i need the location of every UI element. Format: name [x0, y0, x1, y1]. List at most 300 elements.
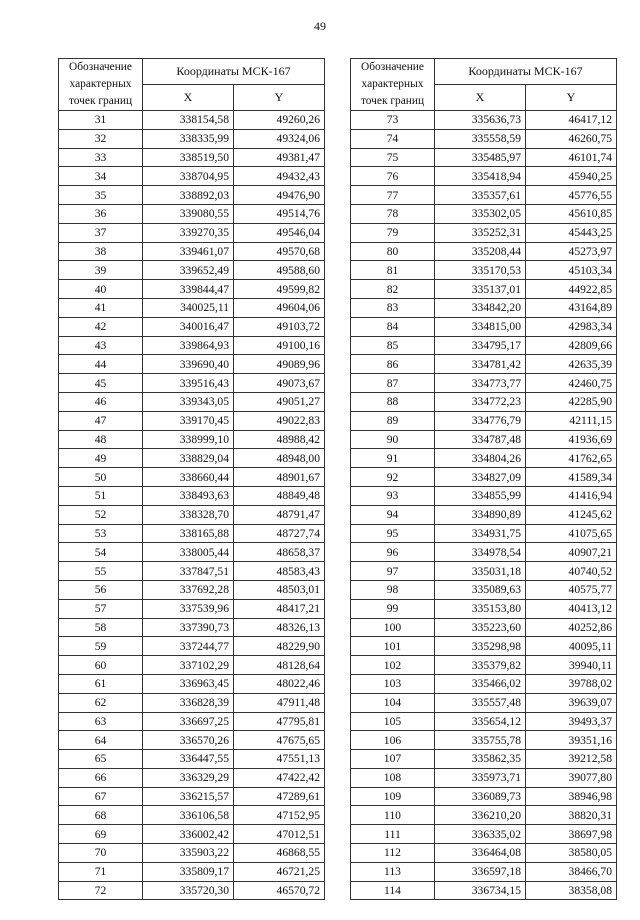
table-row: [59, 186, 325, 205]
y-coordinate-cell: 49260,26: [234, 111, 325, 130]
y-coordinate-cell: 41936,69: [526, 430, 617, 449]
table-row: [351, 862, 617, 881]
y-coordinate-cell: 39493,37: [526, 712, 617, 731]
y-coordinate-cell: 49570,68: [234, 242, 325, 261]
y-coordinate-cell: 46417,12: [526, 111, 617, 130]
table-row: [59, 844, 325, 863]
x-coordinate-cell: 336335,02: [435, 825, 526, 844]
x-coordinate-cell: 335557,48: [435, 693, 526, 712]
x-coordinate-cell: 335298,98: [435, 637, 526, 656]
table-row: [59, 468, 325, 487]
point-number-cell: 63: [59, 712, 143, 731]
x-coordinate-cell: 336447,55: [143, 750, 234, 769]
x-coordinate-cell: 335862,35: [435, 750, 526, 769]
point-number-cell: 62: [59, 693, 143, 712]
table-row: [59, 317, 325, 336]
y-coordinate-cell: 49604,06: [234, 298, 325, 317]
y-coordinate-cell: 49432,43: [234, 167, 325, 186]
y-coordinate-cell: 45940,25: [526, 167, 617, 186]
table-row: [59, 825, 325, 844]
table-row: [351, 468, 617, 487]
point-number-cell: 38: [59, 242, 143, 261]
table-row: [351, 242, 617, 261]
x-coordinate-cell: 335031,18: [435, 562, 526, 581]
table-row: [59, 129, 325, 148]
point-number-cell: 50: [59, 468, 143, 487]
point-label-header: Обозначение характерных точек границ: [351, 59, 435, 111]
y-coordinate-cell: 46868,55: [234, 844, 325, 863]
x-coordinate-cell: 338335,99: [143, 129, 234, 148]
y-coordinate-cell: 49514,76: [234, 204, 325, 223]
x-coordinate-cell: 339516,43: [143, 374, 234, 393]
y-coordinate-cell: 48658,37: [234, 543, 325, 562]
x-coordinate-cell: 335418,94: [435, 167, 526, 186]
x-coordinate-cell: 339270,35: [143, 223, 234, 242]
table-row: [59, 223, 325, 242]
x-coordinate-cell: 336329,29: [143, 768, 234, 787]
point-number-cell: 103: [351, 674, 435, 693]
x-coordinate-cell: 339844,47: [143, 280, 234, 299]
point-number-cell: 94: [351, 505, 435, 524]
y-coordinate-cell: 48849,48: [234, 486, 325, 505]
x-coordinate-cell: 335654,12: [435, 712, 526, 731]
x-coordinate-cell: 337390,73: [143, 618, 234, 637]
x-coordinate-cell: 334776,79: [435, 411, 526, 430]
x-coordinate-cell: 335636,73: [435, 111, 526, 130]
table-row: [59, 731, 325, 750]
table-row: [59, 355, 325, 374]
y-coordinate-cell: 49089,96: [234, 355, 325, 374]
x-coordinate-cell: 339652,49: [143, 261, 234, 280]
table-row: [59, 204, 325, 223]
point-number-cell: 51: [59, 486, 143, 505]
y-coordinate-cell: 46570,72: [234, 881, 325, 900]
x-coordinate-cell: 336464,08: [435, 844, 526, 863]
point-number-cell: 96: [351, 543, 435, 562]
table-row: [351, 374, 617, 393]
y-coordinate-cell: 49588,60: [234, 261, 325, 280]
table-row: [351, 392, 617, 411]
table-row: [59, 562, 325, 581]
point-number-cell: 76: [351, 167, 435, 186]
table-row: [59, 298, 325, 317]
table-row: [351, 656, 617, 675]
y-coordinate-cell: 38946,98: [526, 787, 617, 806]
x-coordinate-cell: 338829,04: [143, 449, 234, 468]
x-coordinate-cell: 340025,11: [143, 298, 234, 317]
point-number-cell: 80: [351, 242, 435, 261]
y-coordinate-cell: 48988,42: [234, 430, 325, 449]
table-row: [59, 242, 325, 261]
x-coordinate-cell: 336210,20: [435, 806, 526, 825]
table-row: [351, 712, 617, 731]
y-coordinate-cell: 49051,27: [234, 392, 325, 411]
x-coordinate-cell: 334773,77: [435, 374, 526, 393]
x-coordinate-cell: 338165,88: [143, 524, 234, 543]
x-coordinate-cell: 338493,63: [143, 486, 234, 505]
table-row: [351, 693, 617, 712]
point-number-cell: 98: [351, 580, 435, 599]
x-coordinate-cell: 338519,50: [143, 148, 234, 167]
point-number-cell: 40: [59, 280, 143, 299]
x-coordinate-cell: 340016,47: [143, 317, 234, 336]
table-row: [351, 599, 617, 618]
table-row: [351, 768, 617, 787]
y-coordinate-cell: 45776,55: [526, 186, 617, 205]
table-row: [351, 317, 617, 336]
table-row: [351, 111, 617, 130]
x-coordinate-cell: 336002,42: [143, 825, 234, 844]
table-row: [351, 486, 617, 505]
y-coordinate-cell: 42983,34: [526, 317, 617, 336]
point-number-cell: 67: [59, 787, 143, 806]
point-number-cell: 108: [351, 768, 435, 787]
table-row: [59, 374, 325, 393]
x-coordinate-cell: 338154,58: [143, 111, 234, 130]
x-coordinate-cell: 335302,05: [435, 204, 526, 223]
coordinates-table-right: [350, 58, 617, 900]
point-number-cell: 48: [59, 430, 143, 449]
table-row: [351, 430, 617, 449]
table-row: [59, 336, 325, 355]
point-number-cell: 84: [351, 317, 435, 336]
y-coordinate-cell: 38358,08: [526, 881, 617, 900]
table-row: [351, 355, 617, 374]
point-number-cell: 114: [351, 881, 435, 900]
point-number-cell: 97: [351, 562, 435, 581]
point-number-cell: 91: [351, 449, 435, 468]
point-number-cell: 36: [59, 204, 143, 223]
y-coordinate-cell: 39212,58: [526, 750, 617, 769]
y-coordinate-cell: 42809,66: [526, 336, 617, 355]
table-row: [351, 524, 617, 543]
point-number-cell: 78: [351, 204, 435, 223]
y-coordinate-cell: 49546,04: [234, 223, 325, 242]
y-coordinate-cell: 48022,46: [234, 674, 325, 693]
x-coordinate-cell: 334855,99: [435, 486, 526, 505]
table-body: [59, 111, 325, 900]
table-row: [351, 336, 617, 355]
table-row: [351, 223, 617, 242]
x-coordinate-cell: 335379,82: [435, 656, 526, 675]
table-row: [59, 148, 325, 167]
y-coordinate-cell: 47675,65: [234, 731, 325, 750]
y-coordinate-cell: 39639,07: [526, 693, 617, 712]
x-coordinate-cell: 334978,54: [435, 543, 526, 562]
table-row: [59, 430, 325, 449]
y-coordinate-cell: 48583,43: [234, 562, 325, 581]
point-number-cell: 66: [59, 768, 143, 787]
y-coordinate-cell: 49476,90: [234, 186, 325, 205]
table-row: [59, 167, 325, 186]
x-coordinate-cell: 336697,25: [143, 712, 234, 731]
point-number-cell: 69: [59, 825, 143, 844]
x-coordinate-cell: 336828,39: [143, 693, 234, 712]
table-row: [59, 787, 325, 806]
point-number-cell: 33: [59, 148, 143, 167]
x-coordinate-cell: 335153,80: [435, 599, 526, 618]
y-coordinate-cell: 39788,02: [526, 674, 617, 693]
point-number-cell: 43: [59, 336, 143, 355]
point-number-cell: 65: [59, 750, 143, 769]
table-row: [351, 844, 617, 863]
x-coordinate-cell: 336570,26: [143, 731, 234, 750]
y-coordinate-cell: 48503,01: [234, 580, 325, 599]
y-coordinate-cell: 45443,25: [526, 223, 617, 242]
table-row: [59, 524, 325, 543]
y-coordinate-cell: 48791,47: [234, 505, 325, 524]
x-coordinate-cell: 334787,48: [435, 430, 526, 449]
table-row: [59, 449, 325, 468]
point-number-cell: 32: [59, 129, 143, 148]
point-number-cell: 53: [59, 524, 143, 543]
x-coordinate-cell: 338660,44: [143, 468, 234, 487]
table-row: [351, 731, 617, 750]
table-row: [351, 280, 617, 299]
y-coordinate-cell: 48326,13: [234, 618, 325, 637]
y-coordinate-cell: 44922,85: [526, 280, 617, 299]
point-number-cell: 82: [351, 280, 435, 299]
y-coordinate-cell: 46721,25: [234, 862, 325, 881]
y-coordinate-cell: 42111,15: [526, 411, 617, 430]
table-row: [351, 825, 617, 844]
y-coordinate-cell: 40575,77: [526, 580, 617, 599]
point-number-cell: 34: [59, 167, 143, 186]
x-coordinate-cell: 336734,15: [435, 881, 526, 900]
y-coordinate-cell: 45610,85: [526, 204, 617, 223]
point-number-cell: 95: [351, 524, 435, 543]
x-coordinate-cell: 336089,73: [435, 787, 526, 806]
y-coordinate-cell: 42285,90: [526, 392, 617, 411]
point-number-cell: 109: [351, 787, 435, 806]
table-row: [59, 674, 325, 693]
point-number-cell: 44: [59, 355, 143, 374]
y-coordinate-cell: 48727,74: [234, 524, 325, 543]
point-number-cell: 41: [59, 298, 143, 317]
point-number-cell: 75: [351, 148, 435, 167]
point-number-cell: 61: [59, 674, 143, 693]
x-coordinate-cell: 337692,28: [143, 580, 234, 599]
y-coordinate-cell: 49022,83: [234, 411, 325, 430]
x-coordinate-cell: 335208,44: [435, 242, 526, 261]
coord-system-header: Координаты МСК-167: [435, 59, 617, 85]
x-coordinate-cell: 335089,63: [435, 580, 526, 599]
point-number-cell: 52: [59, 505, 143, 524]
y-coordinate-cell: 47795,81: [234, 712, 325, 731]
coordinates-table-left: [58, 58, 325, 900]
table-row: [59, 712, 325, 731]
table-row: [59, 599, 325, 618]
y-coordinate-cell: 41762,65: [526, 449, 617, 468]
y-coordinate-cell: 45103,34: [526, 261, 617, 280]
point-number-cell: 106: [351, 731, 435, 750]
y-coordinate-cell: 47289,61: [234, 787, 325, 806]
point-number-cell: 74: [351, 129, 435, 148]
x-coordinate-cell: 334781,42: [435, 355, 526, 374]
point-number-cell: 101: [351, 637, 435, 656]
coord-system-header: Координаты МСК-167: [143, 59, 325, 85]
point-number-cell: 72: [59, 881, 143, 900]
point-number-cell: 68: [59, 806, 143, 825]
x-coordinate-cell: 335903,22: [143, 844, 234, 863]
x-coordinate-cell: 339864,93: [143, 336, 234, 355]
point-number-cell: 99: [351, 599, 435, 618]
y-coordinate-cell: 40252,86: [526, 618, 617, 637]
y-coordinate-cell: 48417,21: [234, 599, 325, 618]
point-number-cell: 47: [59, 411, 143, 430]
x-coordinate-cell: 337102,29: [143, 656, 234, 675]
x-coordinate-cell: 338704,95: [143, 167, 234, 186]
table-row: [351, 618, 617, 637]
table-row: [351, 580, 617, 599]
point-number-cell: 49: [59, 449, 143, 468]
x-coordinate-cell: 334890,89: [435, 505, 526, 524]
y-coordinate-cell: 49073,67: [234, 374, 325, 393]
point-number-cell: 107: [351, 750, 435, 769]
y-coordinate-cell: 39077,80: [526, 768, 617, 787]
y-coordinate-cell: 47551,13: [234, 750, 325, 769]
point-number-cell: 85: [351, 336, 435, 355]
table-row: [59, 768, 325, 787]
table-row: [59, 261, 325, 280]
point-number-cell: 64: [59, 731, 143, 750]
point-number-cell: 58: [59, 618, 143, 637]
table-row: [59, 750, 325, 769]
y-coordinate-cell: 40095,11: [526, 637, 617, 656]
y-coordinate-cell: 46260,75: [526, 129, 617, 148]
x-coordinate-cell: 335252,31: [435, 223, 526, 242]
x-coordinate-cell: 338005,44: [143, 543, 234, 562]
table-row: [59, 505, 325, 524]
table-row: [59, 656, 325, 675]
x-coordinate-cell: 335720,30: [143, 881, 234, 900]
x-coordinate-cell: 337847,51: [143, 562, 234, 581]
x-coordinate-cell: 339461,07: [143, 242, 234, 261]
x-coordinate-cell: 335466,02: [435, 674, 526, 693]
y-coordinate-cell: 48901,67: [234, 468, 325, 487]
table-row: [59, 543, 325, 562]
x-coordinate-cell: 334827,09: [435, 468, 526, 487]
x-coordinate-cell: 335755,78: [435, 731, 526, 750]
y-coordinate-cell: 39940,11: [526, 656, 617, 675]
x-coordinate-cell: 339080,55: [143, 204, 234, 223]
point-number-cell: 110: [351, 806, 435, 825]
table-row: [351, 750, 617, 769]
y-coordinate-cell: 40740,52: [526, 562, 617, 581]
table-row: [351, 167, 617, 186]
point-number-cell: 77: [351, 186, 435, 205]
y-coordinate-cell: 47911,48: [234, 693, 325, 712]
y-coordinate-cell: 49381,47: [234, 148, 325, 167]
y-coordinate-cell: 43164,89: [526, 298, 617, 317]
x-coordinate-cell: 334795,17: [435, 336, 526, 355]
point-number-cell: 56: [59, 580, 143, 599]
y-coordinate-cell: 45273,97: [526, 242, 617, 261]
x-coordinate-cell: 339170,45: [143, 411, 234, 430]
x-coordinate-cell: 335137,01: [435, 280, 526, 299]
table-row: [351, 505, 617, 524]
point-number-cell: 93: [351, 486, 435, 505]
point-number-cell: 88: [351, 392, 435, 411]
table-row: [59, 580, 325, 599]
x-coordinate-cell: 335973,71: [435, 768, 526, 787]
x-coordinate-cell: 338892,03: [143, 186, 234, 205]
y-coordinate-cell: 46101,74: [526, 148, 617, 167]
table-row: [59, 806, 325, 825]
y-coordinate-cell: 47152,95: [234, 806, 325, 825]
x-coordinate-cell: 338328,70: [143, 505, 234, 524]
y-coordinate-cell: 38697,98: [526, 825, 617, 844]
y-coordinate-cell: 48128,64: [234, 656, 325, 675]
y-header: Y: [526, 85, 617, 111]
table-row: [59, 881, 325, 900]
x-coordinate-cell: 334804,26: [435, 449, 526, 468]
table-row: [351, 204, 617, 223]
x-coordinate-cell: 335809,17: [143, 862, 234, 881]
y-coordinate-cell: 40907,21: [526, 543, 617, 562]
point-number-cell: 105: [351, 712, 435, 731]
table-row: [59, 637, 325, 656]
x-coordinate-cell: 336106,58: [143, 806, 234, 825]
y-coordinate-cell: 42460,75: [526, 374, 617, 393]
point-number-cell: 89: [351, 411, 435, 430]
table-row: [59, 392, 325, 411]
point-number-cell: 54: [59, 543, 143, 562]
page-number: 49: [314, 19, 326, 33]
point-label-header: Обозначение характерных точек границ: [59, 59, 143, 111]
table-row: [59, 111, 325, 130]
table-row: [351, 881, 617, 900]
y-coordinate-cell: 49324,06: [234, 129, 325, 148]
point-number-cell: 42: [59, 317, 143, 336]
y-coordinate-cell: 41245,62: [526, 505, 617, 524]
table-row: [59, 693, 325, 712]
table-row: [351, 674, 617, 693]
point-number-cell: 55: [59, 562, 143, 581]
table-row: [351, 298, 617, 317]
y-coordinate-cell: 49103,72: [234, 317, 325, 336]
y-coordinate-cell: 49599,82: [234, 280, 325, 299]
point-number-cell: 113: [351, 862, 435, 881]
point-number-cell: 92: [351, 468, 435, 487]
x-coordinate-cell: 335170,53: [435, 261, 526, 280]
y-coordinate-cell: 41075,65: [526, 524, 617, 543]
y-coordinate-cell: 40413,12: [526, 599, 617, 618]
x-coordinate-cell: 335558,59: [435, 129, 526, 148]
table-row: [59, 862, 325, 881]
point-number-cell: 57: [59, 599, 143, 618]
y-coordinate-cell: 38466,70: [526, 862, 617, 881]
x-coordinate-cell: 338999,10: [143, 430, 234, 449]
table-row: [351, 411, 617, 430]
x-coordinate-cell: 334842,20: [435, 298, 526, 317]
x-coordinate-cell: 335485,97: [435, 148, 526, 167]
y-coordinate-cell: 48948,00: [234, 449, 325, 468]
point-number-cell: 87: [351, 374, 435, 393]
point-number-cell: 71: [59, 862, 143, 881]
x-coordinate-cell: 336597,18: [435, 862, 526, 881]
x-coordinate-cell: 334931,75: [435, 524, 526, 543]
point-number-cell: 79: [351, 223, 435, 242]
point-number-cell: 112: [351, 844, 435, 863]
y-coordinate-cell: 47422,42: [234, 768, 325, 787]
x-header: X: [435, 85, 526, 111]
point-number-cell: 39: [59, 261, 143, 280]
point-number-cell: 102: [351, 656, 435, 675]
point-number-cell: 59: [59, 637, 143, 656]
y-coordinate-cell: 42635,39: [526, 355, 617, 374]
point-number-cell: 46: [59, 392, 143, 411]
